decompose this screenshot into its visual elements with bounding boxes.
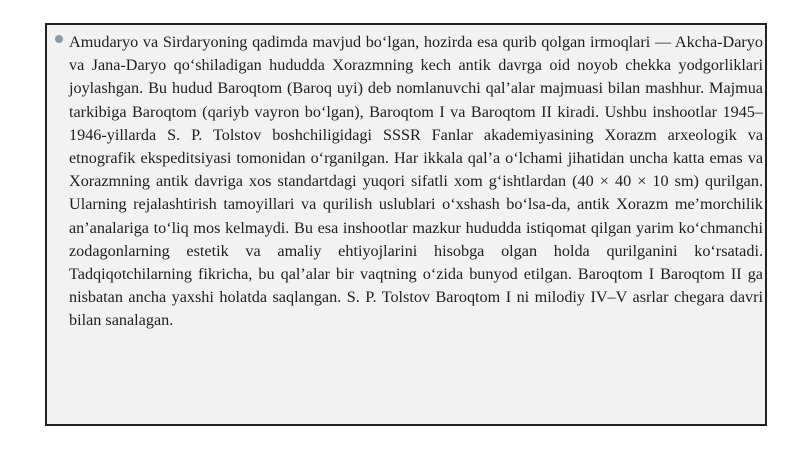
bullet-icon [55, 35, 63, 43]
text-box [45, 23, 767, 426]
body-paragraph: Amudaryo va Sirdaryoning qadimda mavjud bo‘lgan, hozirda esa qurib qolgan irmoqlari — Akcha-Daryo va Jana-Daryo qo‘shiladigan hududda Xorazmning kech antik davrga oid noyob chekka yodgorliklari joylashgan. Bu hudud Baroqtom (Baroq uyi) deb nomlanuvchi qal’alar majmuasi bilan mashhur. Majmua tarkibiga Baroqtom (qariyb vayron bo‘lgan), Baroqtom I va Baroqtom II kiradi. Ushbu inshootlar 1945–1946-yillarda S. P. Tolstov boshchiligidagi SSSR Fanlar akademiyasining Xorazm arxeologik va etnografik ekspeditsiyasi tomonidan o‘rganilgan. Har ikkala qal’a o‘lchami jihatidan uncha katta emas va Xorazmning antik davriga xos standartdagi yuqori sifatli xom g‘ishtlardan (40 × 40 × 10 sm) qurilgan. Ularning rejalashtirish tamoyillari va qurilish uslublari o‘xshash bo‘lsa-da, antik Xorazm me’morchilik an’analariga to‘liq mos kelmaydi. Bu esa inshootlar mazkur hududda istiqomat qilgan yarim ko‘chmanchi zodagonlarning estetik va amaliy ehtiyojlarini hisobga olgan holda qurilganini ko‘rsatadi. Tadqiqotchilarning fikricha, bu qal’alar bir vaqtning o‘zida bunyod etilgan. Baroqtom I Baroqtom II ga nisbatan ancha yaxshi holatda saqlangan. S. P. Tolstov Baroqtom I ni milodiy IV–V asrlar chegara davri bilan sanalagan. [69, 33, 763, 330]
